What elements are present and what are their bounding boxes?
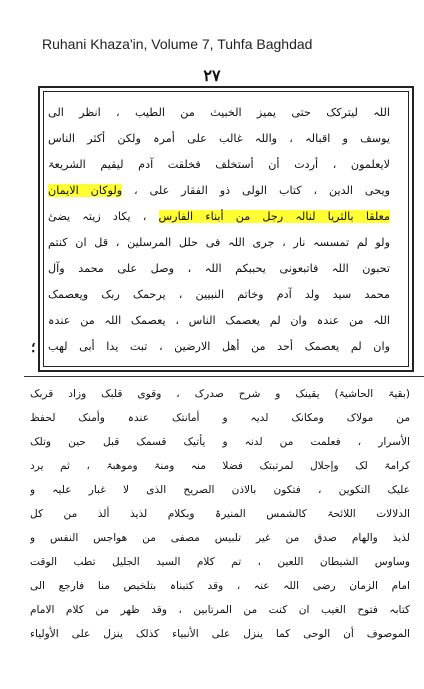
- main-text-line-plain: ، یکاد زیتہ یضیٔ: [48, 210, 147, 223]
- main-text-line: [48, 180, 390, 202]
- main-text-line: تحبون اللہ فاتبعونی یحببکم اللہ ، وصل علی محمد وآل: [48, 262, 390, 275]
- main-text-line: اللہ لیترکک حتی یمیز الخبیث من الطیب ، انظر الی: [48, 106, 390, 119]
- footnote-line: امام الزمان رضی اللہ عنہ ، وقد کتبناہ بتلخیص منا فارجع الی: [30, 580, 410, 592]
- footnote-line: (بقیۃ الحاشیۃ) یقینک و شرح صدرک ، وقوی قلبک وزاد قربک: [30, 388, 410, 400]
- footnote-line: الموصوف أن الوحی کما ینزل علی الأنبیاء کذلک ینزل علی الأولیاء: [30, 628, 410, 640]
- margin-mark: ؛: [31, 340, 36, 356]
- main-text-line-plain: ویحی الدین ، کتاب الولی ذو الفقار علی ،: [134, 184, 390, 197]
- main-text-line: وان لم یعصمک أحد من أهل الارضین ، تبت یدا أبی لهب: [48, 340, 390, 353]
- highlighted-phrase: ولوکان الایمان: [48, 184, 123, 197]
- footnote-divider: [24, 376, 424, 377]
- main-text-line: محمد سید ولد آدم وخاتم النبیین ، یرحمک ربک ویعصمک: [48, 288, 390, 301]
- main-text-line: لایعلمون ، أردت أن أستخلف فخلقت آدم لیقیم الشریعۃ: [48, 158, 390, 171]
- footnote-line: علیک التکوین ، فتکون بالاذن الصریح الذی لا غبار علیہ و: [30, 484, 410, 496]
- document-caption: Ruhani Khaza'in, Volume 7, Tuhfa Baghdad: [42, 36, 313, 52]
- footnote-line: من مولاک ومکانک لدیہ و أمانتک عندہ وأمنک لحفظ: [30, 412, 410, 424]
- footnote-line: الأسرار ، فعلمت من لدنہ و یأتیک قسمک قبل حین وتلک: [30, 436, 410, 448]
- highlighted-phrase: معلقا بالثریا لنالہ رجل من أبناء الفارس: [158, 210, 390, 223]
- page-number: ٢٧: [203, 66, 221, 85]
- footnote-line: الدلالات اللائحۃ کالشمس المنیرۃ وبکلام لذیذ ألذ من کل: [30, 508, 410, 520]
- main-text-line: ولو لم تمسسہ نار ، جری اللہ فی حلل المرسلین ، قل ان کنتم: [48, 236, 390, 249]
- footnote-line: لذیذ والهام صدق من غیر تلبیس مصفی من هواجس النفس و: [30, 532, 410, 544]
- footnote-line: وساوس الشیطان اللعین ، تم کلام السید الجلیل تطب الوقت: [30, 556, 410, 568]
- main-text-line: اللہ من عندہ وان لم یعصمک الناس ، یعصمک اللہ من عندہ: [48, 314, 390, 327]
- footnote-line: کتابہ فتوح الغیب ان کنت من المرتابین ، وقد ظهر من کلام الامام: [30, 604, 410, 616]
- main-text-line: یوسف و اقبالہ ، واللہ غالب علی أمرہ ولکن أکثر الناس: [48, 132, 390, 145]
- main-text-line: [48, 206, 390, 228]
- footnote-line: کرامۃ لک وإجلال لمرتبتک فضلا منہ ومنۃ وموهبۃ ، ثم یرد: [30, 460, 410, 472]
